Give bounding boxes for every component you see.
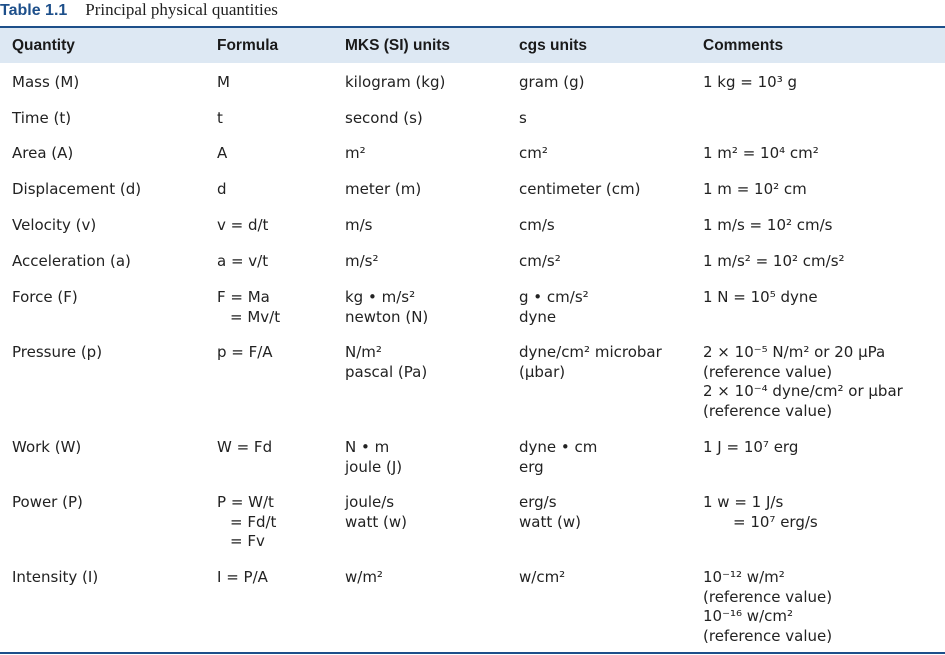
cell-mks-mass: kilogram (kg)	[345, 73, 446, 91]
cell-cgs-pressure: dyne/cm² microbar (μbar)	[519, 343, 662, 381]
cell-comments-velocity: 1 m/s = 10² cm/s	[703, 216, 833, 234]
col-header-cgs: cgs units	[519, 37, 588, 54]
cell-mks-acceleration: m/s²	[345, 252, 379, 270]
cell-cgs-mass: gram (g)	[519, 73, 585, 91]
cell-formula-displacement: d	[217, 180, 227, 198]
cell-cgs-force: g • cm/s² dyne	[519, 288, 589, 326]
cell-comments-work: 1 J = 10⁷ erg	[703, 438, 799, 456]
cell-cgs-work: dyne • cm erg	[519, 438, 598, 476]
cell-comments-intensity: 10⁻¹² w/m² (reference value) 10⁻¹⁶ w/cm² (reference value)	[703, 568, 833, 645]
cell-mks-time: second (s)	[345, 109, 423, 127]
cell-quantity-work: Work (W)	[12, 438, 82, 456]
cell-quantity-acceleration: Acceleration (a)	[12, 252, 131, 270]
cell-comments-displacement: 1 m = 10² cm	[703, 180, 807, 198]
bottom-rule	[0, 652, 945, 654]
header-band	[0, 28, 945, 63]
cell-cgs-time: s	[519, 109, 527, 127]
cell-quantity-mass: Mass (M)	[12, 73, 80, 91]
cell-mks-power: joule/s watt (w)	[345, 493, 407, 531]
cell-formula-acceleration: a = v/t	[217, 252, 269, 270]
cell-formula-force: F = Ma = Mv/t	[217, 288, 281, 326]
cell-formula-velocity: v = d/t	[217, 216, 269, 234]
table-title: Principal physical quantities	[85, 0, 278, 19]
cell-mks-area: m²	[345, 144, 366, 162]
col-header-mks: MKS (SI) units	[345, 37, 451, 54]
cell-comments-power: 1 w = 1 J/s = 10⁷ erg/s	[703, 493, 818, 531]
cell-formula-area: A	[217, 144, 228, 162]
cell-quantity-displacement: Displacement (d)	[12, 180, 142, 198]
cell-formula-time: t	[217, 109, 223, 127]
cell-cgs-displacement: centimeter (cm)	[519, 180, 641, 198]
cell-formula-work: W = Fd	[217, 438, 273, 456]
cell-mks-force: kg • m/s² newton (N)	[345, 288, 429, 326]
cell-cgs-acceleration: cm/s²	[519, 252, 561, 270]
cell-mks-intensity: w/m²	[345, 568, 383, 586]
cell-cgs-power: erg/s watt (w)	[519, 493, 581, 531]
cell-cgs-intensity: w/cm²	[519, 568, 566, 586]
col-header-quantity: Quantity	[12, 37, 75, 54]
cell-mks-work: N • m joule (J)	[345, 438, 403, 476]
cell-comments-pressure: 2 × 10⁻⁵ N/m² or 20 μPa (reference value) 2 × 10⁻⁴ dyne/cm² or μbar (reference value)	[703, 343, 903, 420]
cell-formula-pressure: p = F/A	[217, 343, 273, 361]
cell-comments-acceleration: 1 m/s² = 10² cm/s²	[703, 252, 845, 270]
table-caption	[0, 0, 278, 22]
cell-formula-power: P = W/t = Fd/t = Fv	[217, 493, 277, 550]
cell-quantity-area: Area (A)	[12, 144, 74, 162]
cell-quantity-power: Power (P)	[12, 493, 83, 511]
cell-mks-pressure: N/m² pascal (Pa)	[345, 343, 428, 381]
cell-quantity-velocity: Velocity (v)	[12, 216, 97, 234]
cell-mks-velocity: m/s	[345, 216, 373, 234]
col-header-comments: Comments	[703, 37, 784, 54]
cell-quantity-pressure: Pressure (p)	[12, 343, 103, 361]
cell-cgs-velocity: cm/s	[519, 216, 555, 234]
cell-comments-force: 1 N = 10⁵ dyne	[703, 288, 818, 306]
cell-formula-intensity: I = P/A	[217, 568, 268, 586]
cell-comments-mass: 1 kg = 10³ g	[703, 73, 798, 91]
cell-comments-area: 1 m² = 10⁴ cm²	[703, 144, 819, 162]
cell-mks-displacement: meter (m)	[345, 180, 422, 198]
cell-quantity-intensity: Intensity (I)	[12, 568, 99, 586]
col-header-formula: Formula	[217, 37, 279, 54]
table-number: Table 1.1	[0, 2, 68, 19]
cell-cgs-area: cm²	[519, 144, 548, 162]
cell-formula-mass: M	[217, 73, 230, 91]
cell-quantity-time: Time (t)	[12, 109, 72, 127]
cell-quantity-force: Force (F)	[12, 288, 78, 306]
